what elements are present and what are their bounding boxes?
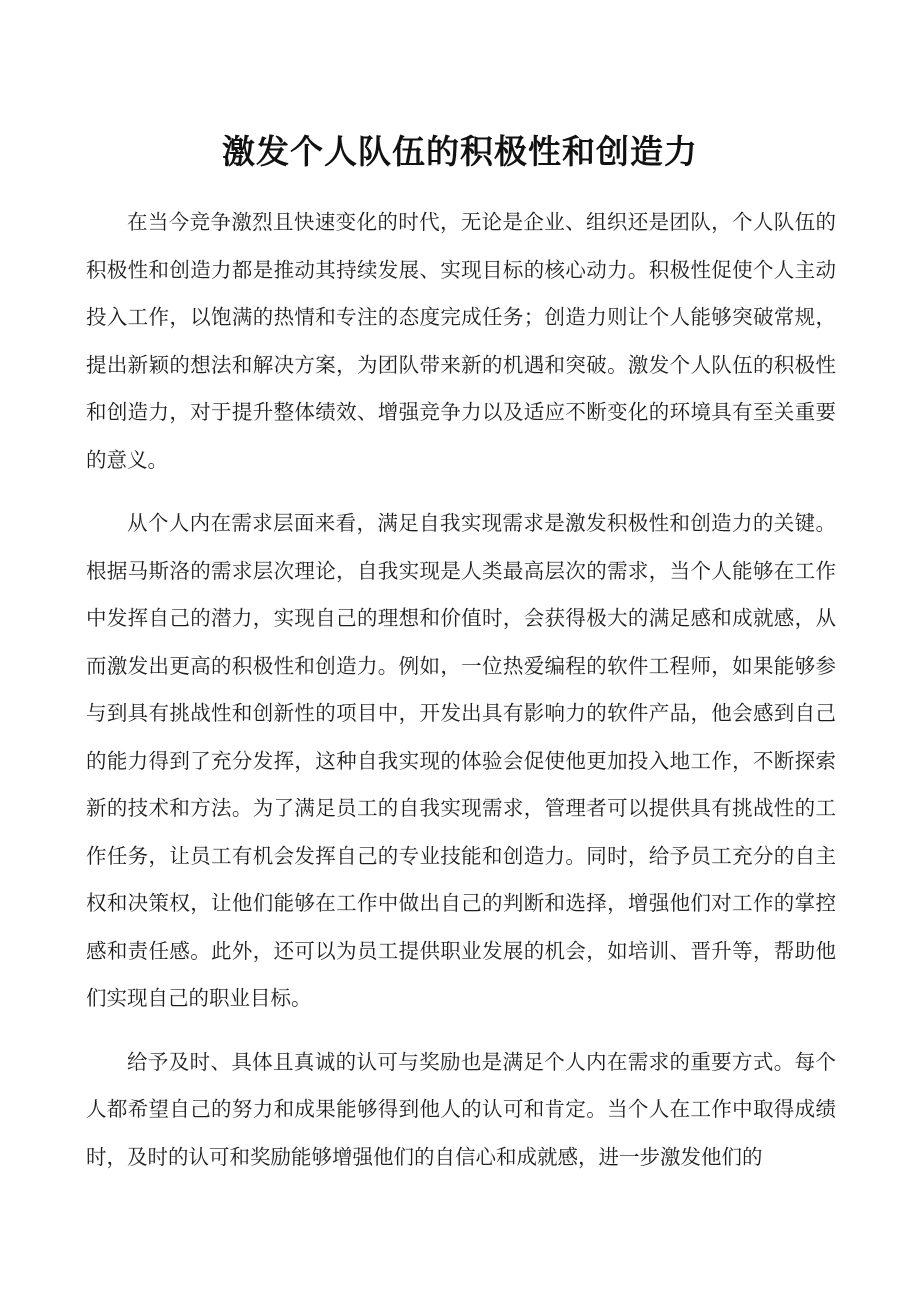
document-body — [86, 199, 836, 1197]
paragraph-1: 在当今竞争激烈且快速变化的时代，无论是企业、组织还是团队，个人队伍的积极性和创造力都是推动其持续发展、实现目标的核心动力。积极性促使个人主动投入工作，以饱满的热情和专注的态度完成任务；创造力则让个人能够突破常规，提出新颖的想法和解决方案，为团队带来新的机遇和突破。激发个人队伍的积极性和创造力，对于提升整体绩效、增强竞争力以及适应不断变化的环境具有至关重要的意义。 — [86, 210, 836, 472]
document-title: 激发个人队伍的积极性和创造力 — [222, 132, 698, 171]
paragraph-2: 从个人内在需求层面来看，满足自我实现需求是激发积极性和创造力的关键。根据马斯洛的需求层次理论，自我实现是人类最高层次的需求，当个人能够在工作中发挥自己的潜力，实现自己的理想和价值时，会获得极大的满足感和成就感，从而激发出更高的积极性和创造力。例如，一位热爱编程的软件工程师，如果能够参与到具有挑战性和创新性的项目中，开发出具有影响力的软件产品，他会感到自己的能力得到了充分发挥，这种自我实现的体验会促使他更加投入地工作，不断探索新的技术和方法。为了满足员工的自我实现需求，管理者可以提供具有挑战性的工作任务，让员工有机会发挥自己的专业技能和创造力。同时，给予员工充分的自主权和决策权，让他们能够在工作中做出自己的判断和选择，增强他们对工作的掌控感和责任感。此外，还可以为员工提供职业发展的机会，如培训、晋升等，帮助他们实现自己的职业目标。 — [86, 511, 836, 1010]
paragraph-3: 给予及时、具体且真诚的认可与奖励也是满足个人内在需求的重要方式。每个人都希望自己的努力和成果能够得到他人的认可和肯定。当个人在工作中取得成绩时，及时的认可和奖励能够增强他们的自信心和成就感，进一步激发他们的 — [86, 1049, 836, 1169]
